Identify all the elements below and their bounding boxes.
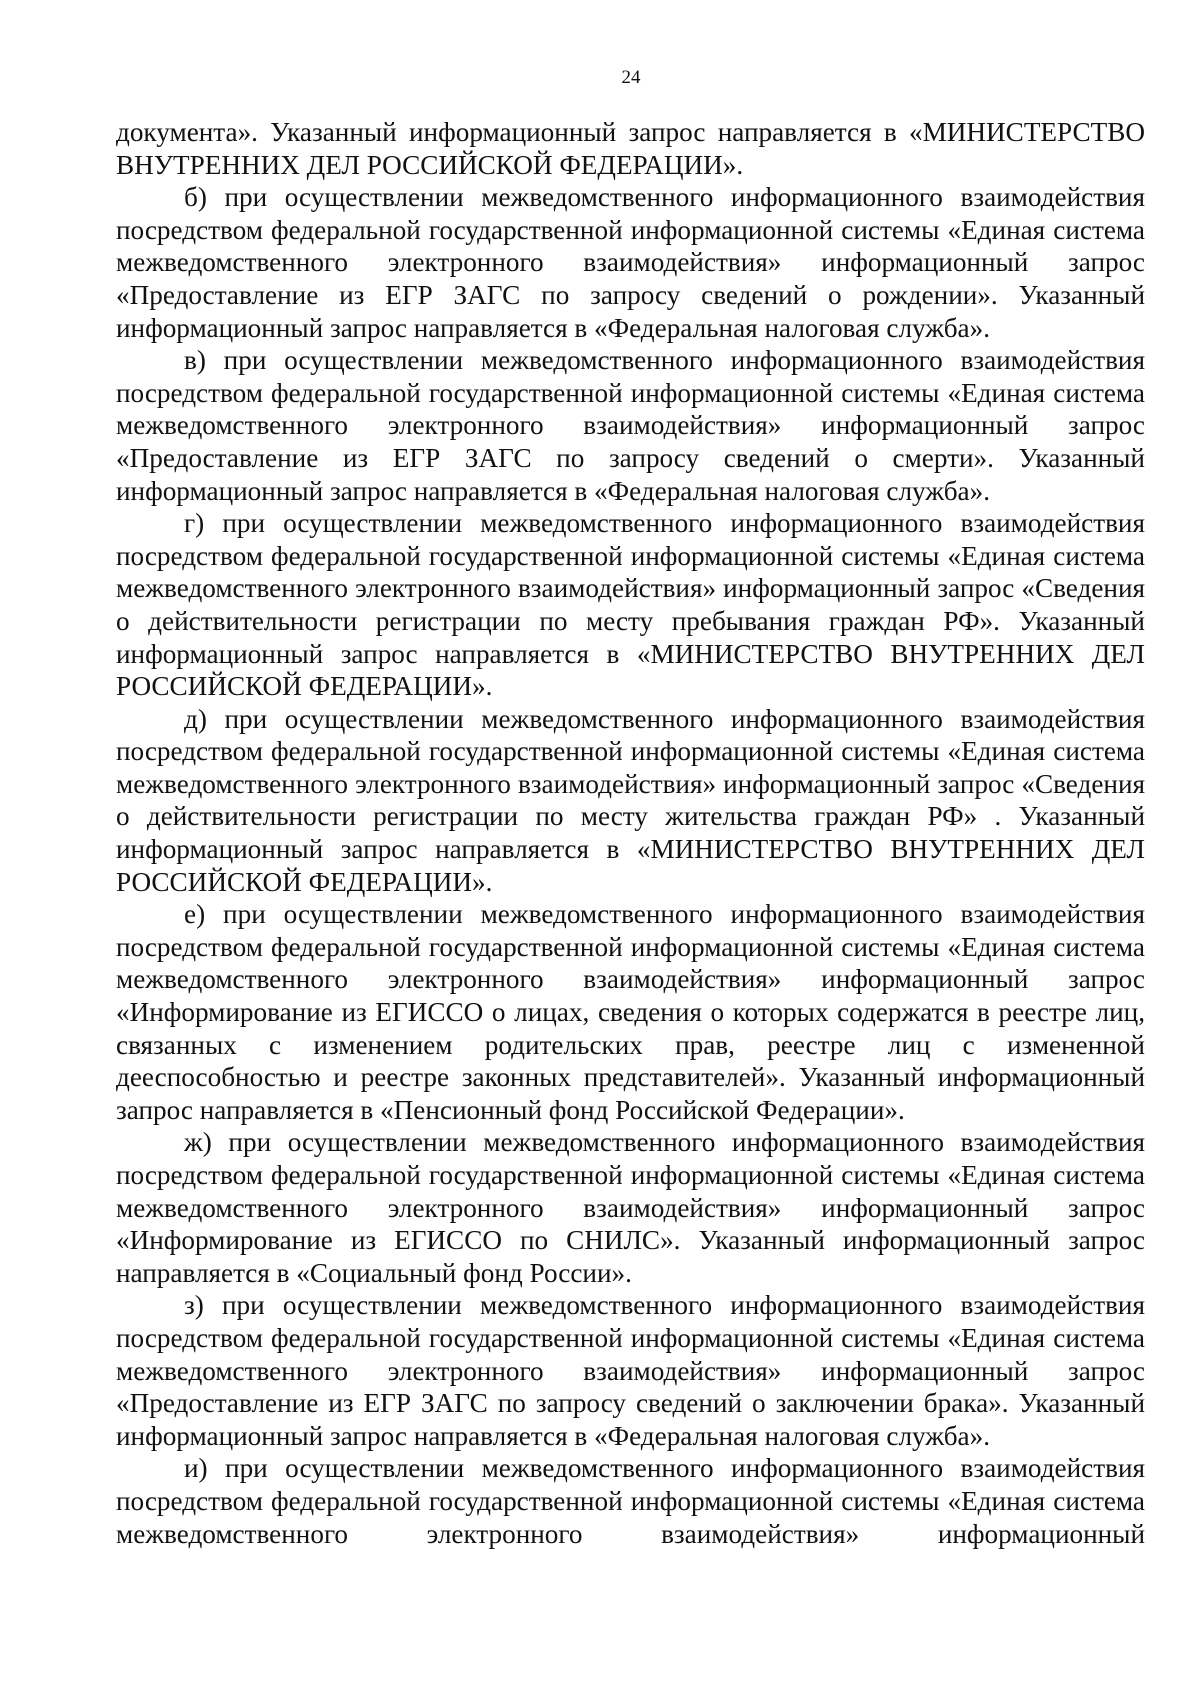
- paragraph-item-g: г) при осуществлении межведомственного информационного взаимодействия посредством федеральной государственной информационной системы «Единая система межведомственного электронного взаимодействия» информационный запрос «Сведения о действительности регистрации по месту пребывания граждан РФ». Указанный информационный запрос направляется в «МИНИСТЕРСТВО ВНУТРЕННИХ ДЕЛ РОССИЙСКОЙ ФЕДЕРАЦИИ».: [116, 508, 1145, 702]
- paragraph-item-b: б) при осуществлении межведомственного информационного взаимодействия посредством федеральной государственной информационной системы «Единая система межведомственного электронного взаимодействия» информационный запрос «Предоставление из ЕГР ЗАГС по запросу сведений о рождении». Указанный информационный запрос направляется в «Федеральная налоговая служба».: [116, 182, 1145, 343]
- paragraph-item-e: е) при осуществлении межведомственного информационного взаимодействия посредством федеральной государственной информационной системы «Единая система межведомственного электронного взаимодействия» информационный запрос «Информирование из ЕГИССО о лицах, сведения о которых содержатся в реестре лиц, связанных с изменением родительских прав, реестре лиц с измененной дееспособностью и реестре законных представителей». Указанный информационный запрос направляется в «Пенсионный фонд Российской Федерации».: [116, 899, 1145, 1125]
- paragraph-item-d: д) при осуществлении межведомственного информационного взаимодействия посредством федеральной государственной информационной системы «Единая система межведомственного электронного взаимодействия» информационный запрос «Сведения о действительности регистрации по месту жительства граждан РФ» . Указанный информационный запрос направляется в «МИНИСТЕРСТВО ВНУТРЕННИХ ДЕЛ РОССИЙСКОЙ ФЕДЕРАЦИИ».: [116, 703, 1145, 897]
- page-number: 24: [621, 67, 641, 88]
- paragraph-item-i: и) при осуществлении межведомственного информационного взаимодействия посредством федеральной государственной информационной системы «Единая система межведомственного электронного взаимодействия» информационный: [116, 1453, 1145, 1549]
- paragraph-item-v: в) при осуществлении межведомственного информационного взаимодействия посредством федеральной государственной информационной системы «Единая система межведомственного электронного взаимодействия» информационный запрос «Предоставление из ЕГР ЗАГС по запросу сведений о смерти». Указанный информационный запрос направляется в «Федеральная налоговая служба».: [116, 345, 1145, 506]
- paragraph-item-zh: ж) при осуществлении межведомственного информационного взаимодействия посредством федеральной государственной информационной системы «Единая система межведомственного электронного взаимодействия» информационный запрос «Информирование из ЕГИССО по СНИЛС». Указанный информационный запрос направляется в «Социальный фонд России».: [116, 1127, 1145, 1288]
- paragraph-continuation: документа». Указанный информационный запрос направляется в «МИНИСТЕРСТВО ВНУТРЕННИХ ДЕЛ РОССИЙСКОЙ ФЕДЕРАЦИИ».: [116, 117, 1145, 180]
- paragraph-item-z: з) при осуществлении межведомственного информационного взаимодействия посредством федеральной государственной информационной системы «Единая система межведомственного электронного взаимодействия» информационный запрос «Предоставление из ЕГР ЗАГС по запросу сведений о заключении брака». Указанный информационный запрос направляется в «Федеральная налоговая служба».: [116, 1290, 1145, 1451]
- document-body: [116, 116, 1145, 1550]
